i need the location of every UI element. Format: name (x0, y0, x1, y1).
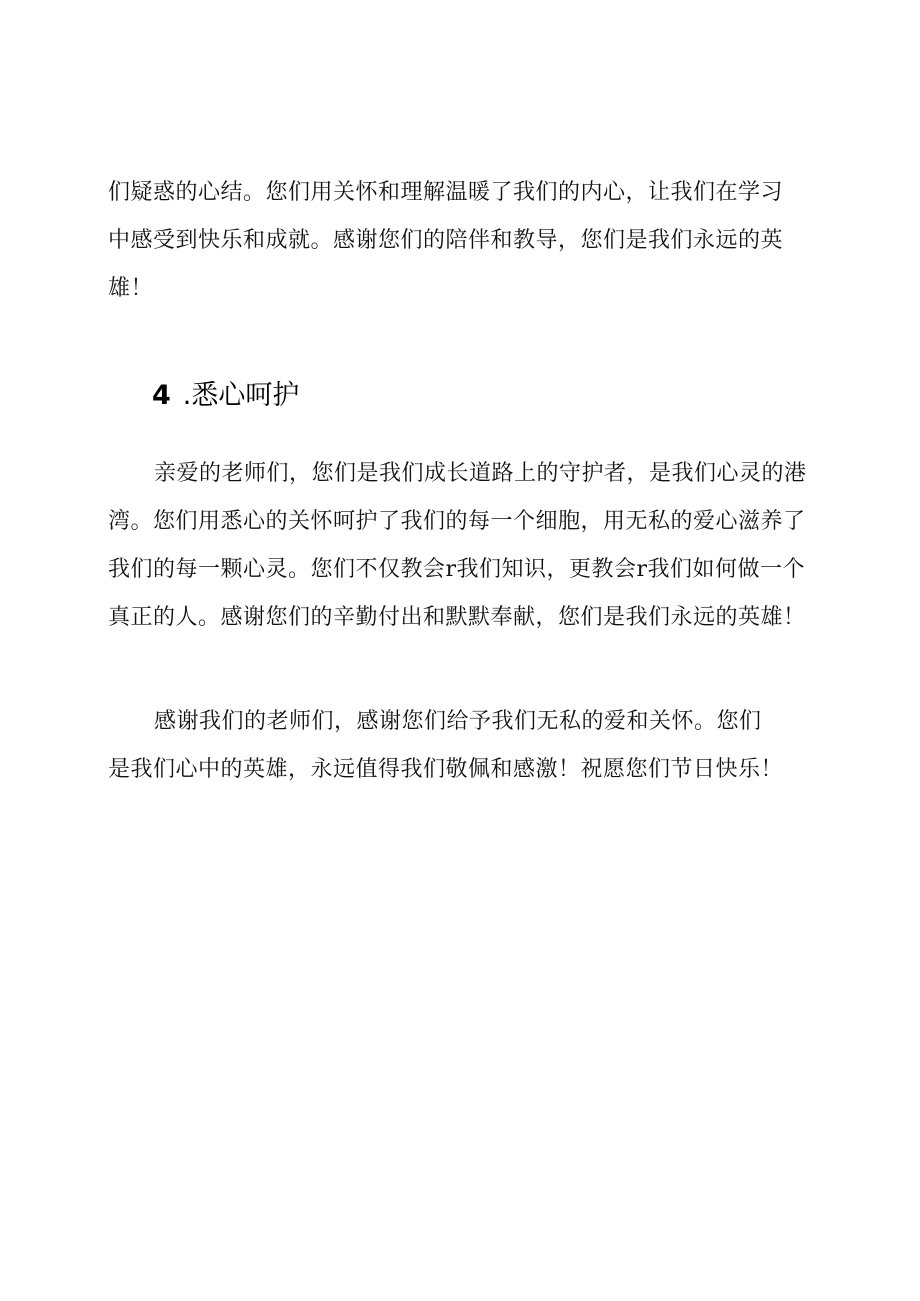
paragraph-line: 雄！ (108, 276, 154, 301)
section-title: .悉心呵护 (182, 380, 300, 411)
paragraph-continued (108, 169, 828, 313)
paragraph-line: 我们的每一颗心灵。您们不仅教会r我们知识，更教会r我们如何做一个 (108, 557, 806, 582)
section-number: 4 (152, 380, 171, 411)
paragraph-body (108, 450, 828, 642)
section-heading (152, 376, 299, 416)
paragraph-line: 湾。您们用悉心的关怀呵护了我们的每一个细胞，用无私的爱心滋养了 (108, 509, 806, 534)
paragraph-line: 亲爱的老师们，您们是我们成长道路上的守护者，是我们心灵的港 (154, 461, 807, 486)
paragraph-line: 真正的人。感谢您们的辛勤付出和默默奉献，您们是我们永远的英雄！ (108, 605, 806, 630)
paragraph-line: 是我们心中的英雄，永远值得我们敬佩和感激！祝愿您们节日快乐！ (108, 757, 784, 782)
paragraph-line: 感谢我们的老师们，感谢您们给予我们无私的爱和关怀。您们 (154, 709, 762, 734)
paragraph-closing (108, 698, 828, 794)
paragraph-line: 们疑惑的心结。您们用关怀和理解温暖了我们的内心，让我们在学习 (108, 180, 784, 205)
paragraph-line: 中感受到快乐和成就。感谢您们的陪伴和教导，您们是我们永远的英 (108, 228, 784, 253)
